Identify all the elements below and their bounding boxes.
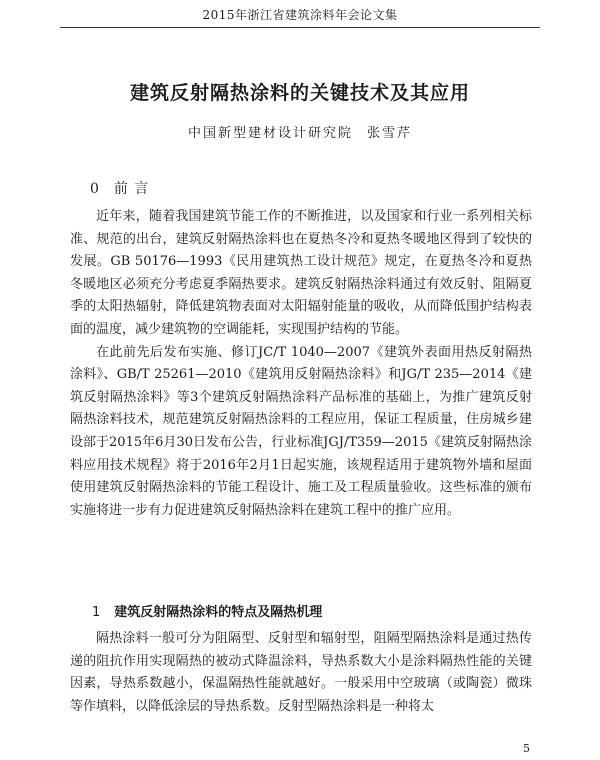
page-number: 5: [523, 742, 530, 755]
author-line: [60, 122, 540, 141]
section-heading-0: [90, 178, 149, 198]
section-title: 建筑反射隔热涂料的特点及隔热机理: [114, 605, 323, 620]
paragraph: 隔热涂料一般可分为阻隔型、反射型和辐射型，阻隔型隔热涂料是通过热传递的阻抗作用实现隔热的被动式降温涂料，导热系数大小是涂料隔热性能的关键因素，导热系数越小，保温隔热性能就越好。一般采用中空玻璃（或陶瓷）微珠等作填料，以降低涂层的导热系数。反射型隔热涂料是一种将太: [70, 631, 532, 714]
section-number: 0: [90, 181, 100, 197]
author-name: 张雪芹: [367, 126, 413, 141]
paragraph: 近年来，随着我国建筑节能工作的不断推进，以及国家和行业一系列相关标准、规范的出台，建筑反射隔热涂料也在夏热冬冷和夏热冬暖地区得到了较快的发展。GB 50176—1993《民用建筑热工设计规范》规定，在夏热冬冷和夏热冬暖地区必须充分考虑夏季隔热要求。建筑反射隔热涂料通过有效反射、阻隔夏季的太阳热辐射，降低建筑物表面对太阳辐射能量的吸收，从而降低围护结构表面的温度，减少建筑物的空调能耗，实现围护结构的节能。: [70, 209, 532, 337]
section-title: 前 言: [113, 181, 150, 197]
paragraph: 在此前先后发布实施、修订JC/T 1040—2007《建筑外表面用热反射隔热涂料》、GB/T 25261—2010《建筑用反射隔热涂料》和JG/T 235—2014《建筑反射隔热涂料》等3个建筑反射隔热涂料产品标准的基础上，为推广建筑反射隔热涂料技术，规范建筑反射隔热涂料的工程应用，保证工程质量，住房城乡建设部于2015年6月30日发布公告，行业标准JGJ/T359—2015《建筑反射隔热涂料应用技术规程》将于2016年2月1日起实施，该规程适用于建筑物外墙和屋面使用建筑反射隔热涂料的节能工程设计、施工及工程质量验收。这些标准的颁布实施将进一步有力促进建筑反射隔热涂料在建筑工程中的推广应用。: [70, 344, 532, 518]
paper-title: 建筑反射隔热涂料的关键技术及其应用: [129, 82, 470, 104]
body-text-section-1: [70, 628, 532, 718]
section-heading-1: [92, 601, 322, 620]
running-header: 2015年浙江省建筑涂料年会论文集: [60, 6, 540, 28]
body-text-intro: [70, 206, 532, 522]
author-affiliation: 中国新型建材设计研究院: [187, 126, 353, 141]
section-number: 1: [92, 605, 101, 620]
